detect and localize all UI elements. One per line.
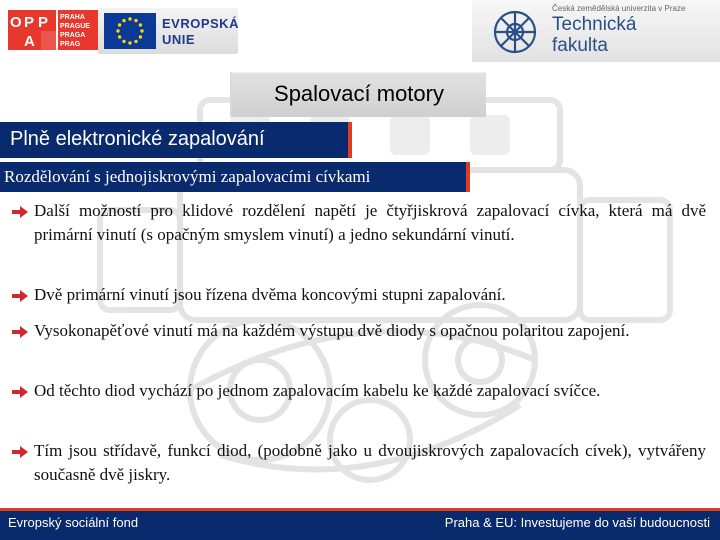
eu-logo-line-2: UNIE xyxy=(162,32,196,47)
opp-letter-3: P xyxy=(38,14,49,31)
arrow-right-icon xyxy=(12,386,28,398)
praha-line-4: PRAG xyxy=(60,41,81,48)
bullet-item-1: Další možností pro klidové rozdělení napětí je čtyřjiskrová zapalovací cívka, která má dvě primární vinutí (s opačným smyslem vinutí) a jedno sekundární vinutí. xyxy=(34,201,706,244)
praha-line-3: PRAGA xyxy=(60,32,86,39)
bullet-item-4: Od těchto diod vychází po jednom zapalovacím kabelu ke každé zapalovací svíčce. xyxy=(34,381,601,400)
faculty-name-line-1: Technická xyxy=(552,14,637,35)
arrow-right-icon xyxy=(12,446,28,458)
bullet-item-3: Vysokonapěťové vinutí má na každém výstupu dvě diody s opačnou polaritou zapojení. xyxy=(34,321,630,340)
footer-right-text: Praha & EU: Investujeme do vaší budoucnosti xyxy=(444,515,710,530)
footer-left-text: Evropský sociální fond xyxy=(8,515,139,530)
faculty-name-line-2: fakulta xyxy=(552,35,608,56)
slide-title: Spalovací motory xyxy=(274,81,444,106)
arrow-right-icon xyxy=(12,206,28,218)
bullet-item-5: Tím jsou střídavě, funkcí diod, (podobně jako u dvoujiskrových zapalovacích cívek), vytvářeny současně dvě jiskry. xyxy=(34,441,706,484)
bullet-item-2: Dvě primární vinutí jsou řízena dvěma koncovými stupni zapalování. xyxy=(34,285,506,304)
praha-line-2: PRAGUE xyxy=(60,23,90,30)
praha-line-1: PRAHA xyxy=(60,14,85,21)
slide-subtitle: Plně elektronické zapalování xyxy=(10,128,265,150)
arrow-right-icon xyxy=(12,290,28,302)
footer-accent xyxy=(0,508,720,511)
opp-letter-2: P xyxy=(24,14,35,31)
eu-logo-line-1: EVROPSKÁ xyxy=(162,16,239,31)
section-heading: Rozdělování s jednojiskrovými zapalovacími cívkami xyxy=(4,167,371,186)
opp-letter-1: O xyxy=(10,14,22,31)
arrow-right-icon xyxy=(12,326,28,338)
university-name: Česká zemědělská univerzita v Praze xyxy=(552,4,686,13)
opp-letter-4: A xyxy=(24,33,35,50)
